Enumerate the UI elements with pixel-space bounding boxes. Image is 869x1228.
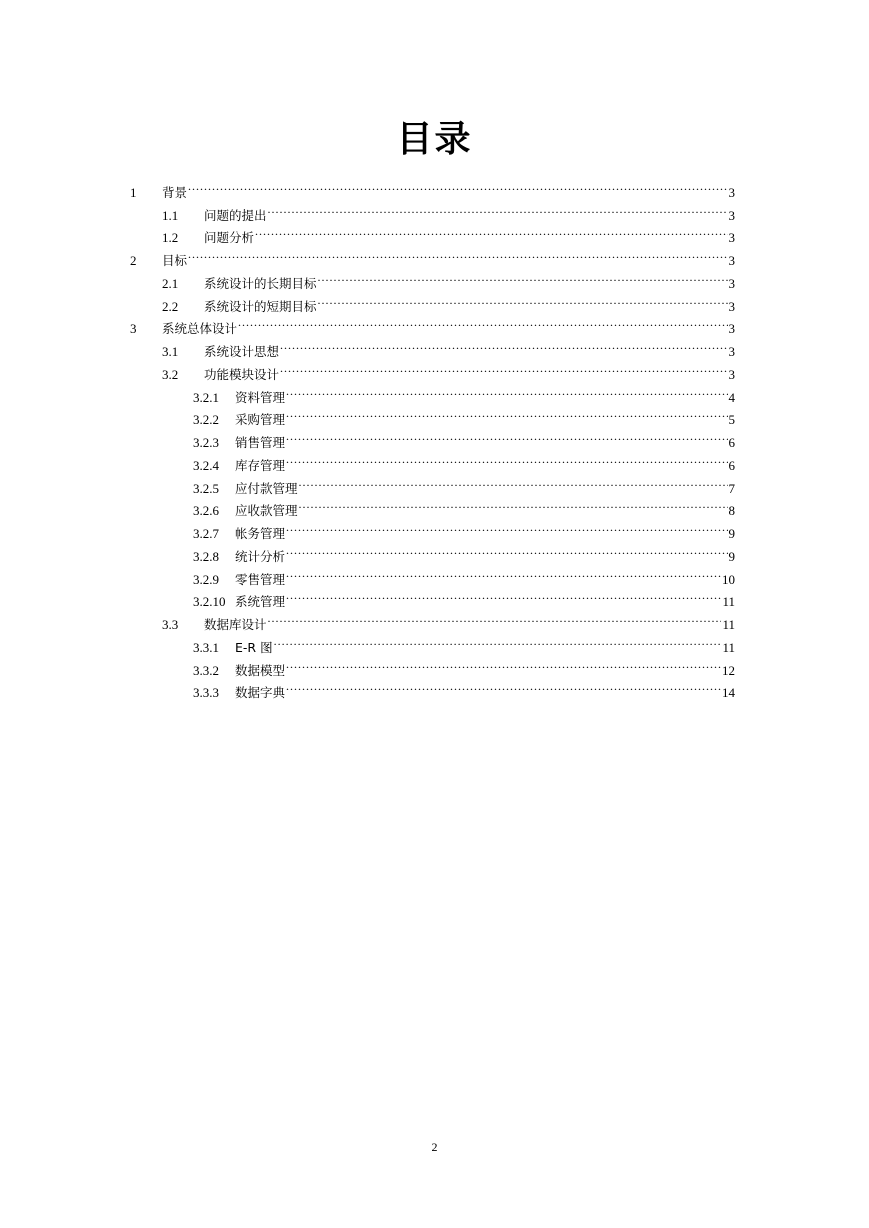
toc-entry-number: 1.2	[162, 230, 179, 246]
toc-entry-number: 3.3	[162, 617, 179, 632]
toc-entry[interactable]	[0, 652, 869, 678]
toc-entry-page: 8	[728, 503, 735, 519]
toc-dot-leader	[286, 675, 721, 698]
toc-dot-leader	[299, 470, 728, 493]
toc-entry-page: 3	[728, 321, 735, 337]
toc-entry[interactable]	[0, 561, 869, 587]
toc-entry-number: 3.3.1	[193, 639, 219, 655]
toc-entry[interactable]	[0, 447, 869, 473]
toc-entry-number: 2	[130, 253, 137, 268]
toc-entry-number: 3.2.3	[193, 435, 219, 450]
toc-dot-leader	[274, 629, 722, 652]
toc-entry[interactable]	[0, 538, 869, 564]
toc-dot-leader	[286, 561, 721, 584]
toc-entry[interactable]	[0, 265, 869, 291]
toc-entry-title: E-R 图	[235, 639, 273, 655]
toc-dot-leader	[255, 220, 727, 243]
toc-entry[interactable]	[0, 402, 869, 428]
toc-entry-page: 14	[722, 685, 735, 701]
toc-entry-title: 背景	[162, 184, 188, 200]
toc-entry-title: 系统设计思想	[204, 344, 280, 359]
toc-entry-title: 系统设计的短期目标	[204, 298, 317, 314]
toc-entry[interactable]	[0, 629, 869, 655]
toc-entry-title: 数据库设计	[204, 617, 267, 632]
toc-entry-title: 应付款管理	[235, 480, 298, 496]
toc-dot-leader	[286, 402, 727, 425]
toc-entry[interactable]	[0, 606, 869, 632]
toc-entry[interactable]	[0, 515, 869, 541]
table-of-contents	[0, 174, 869, 701]
toc-entry[interactable]	[0, 424, 869, 450]
toc-entry-page: 3	[728, 253, 735, 268]
toc-dot-leader	[318, 288, 728, 311]
toc-entry-number: 3.3.3	[193, 685, 219, 701]
toc-dot-leader	[268, 606, 722, 629]
toc-dot-leader	[238, 311, 727, 334]
toc-entry[interactable]	[0, 470, 869, 496]
toc-entry-title: 库存管理	[235, 457, 286, 473]
toc-entry-number: 3.2.5	[193, 480, 219, 496]
toc-entry-page: 6	[728, 457, 735, 473]
toc-entry-page: 11	[722, 617, 735, 632]
toc-entry-number: 3.2.4	[193, 457, 219, 473]
toc-entry-page: 3	[728, 298, 735, 314]
toc-entry-page: 4	[728, 389, 735, 405]
toc-entry[interactable]	[0, 356, 869, 382]
toc-entry-title: 功能模块设计	[204, 366, 280, 382]
toc-entry-number: 3.2.7	[193, 526, 219, 541]
toc-dot-leader	[188, 242, 727, 265]
toc-entry-page: 7	[728, 480, 735, 496]
toc-entry-title: 问题分析	[204, 230, 255, 246]
toc-entry-number: 3.2	[162, 366, 179, 382]
toc-entry-page: 5	[728, 412, 735, 428]
toc-title: 目录	[396, 119, 473, 160]
toc-entry-page: 3	[728, 366, 735, 382]
toc-entry-page: 3	[728, 230, 735, 246]
toc-entry-number: 3.2.2	[193, 412, 219, 428]
toc-entry-number: 1.1	[162, 207, 179, 223]
toc-entry[interactable]	[0, 288, 869, 314]
toc-entry-title: 系统管理	[235, 594, 286, 610]
toc-entry-page: 11	[722, 639, 735, 655]
toc-entry-number: 3.2.8	[193, 548, 219, 564]
toc-dot-leader	[286, 515, 727, 538]
toc-entry-title: 问题的提出	[204, 207, 267, 223]
toc-entry-page: 3	[728, 184, 735, 200]
toc-dot-leader	[286, 538, 727, 561]
toc-dot-leader	[286, 652, 721, 675]
toc-entry-number: 3.1	[162, 344, 179, 359]
toc-entry[interactable]	[0, 311, 869, 337]
toc-entry-title: 统计分析	[235, 548, 286, 564]
toc-entry[interactable]	[0, 379, 869, 405]
toc-dot-leader	[286, 424, 727, 447]
toc-entry-number: 1	[130, 184, 137, 200]
toc-entry-number: 3.2.9	[193, 571, 219, 587]
page-number: 2	[431, 1140, 438, 1154]
toc-entry-title: 系统总体设计	[162, 321, 238, 337]
toc-entry-number: 3.2.1	[193, 389, 219, 405]
toc-entry-page: 9	[728, 526, 735, 541]
toc-entry-title: 销售管理	[235, 435, 286, 450]
toc-entry-page: 10	[722, 571, 735, 587]
toc-entry[interactable]	[0, 197, 869, 223]
toc-dot-leader	[188, 174, 727, 197]
toc-entry-page: 9	[728, 548, 735, 564]
toc-entry-page: 12	[722, 662, 735, 678]
toc-entry-title: 数据字典	[235, 685, 286, 701]
toc-entry-number: 3.2.10	[193, 594, 226, 610]
toc-entry-title: 数据模型	[235, 662, 286, 678]
toc-entry[interactable]	[0, 333, 869, 359]
toc-entry-title: 零售管理	[235, 571, 286, 587]
toc-entry-title: 资料管理	[235, 389, 286, 405]
toc-entry-number: 3.2.6	[193, 503, 219, 519]
toc-dot-leader	[299, 493, 728, 516]
toc-entry-title: 目标	[162, 253, 188, 268]
toc-entry-number: 2.2	[162, 298, 179, 314]
toc-entry-page: 3	[728, 344, 735, 359]
toc-dot-leader	[318, 265, 728, 288]
toc-entry-page: 11	[722, 594, 735, 610]
toc-entry-title: 应收款管理	[235, 503, 298, 519]
toc-dot-leader	[280, 356, 727, 379]
toc-entry-number: 2.1	[162, 275, 179, 291]
toc-entry[interactable]	[0, 584, 869, 610]
toc-dot-leader	[268, 197, 728, 220]
toc-entry[interactable]	[0, 242, 869, 268]
toc-dot-leader	[280, 333, 727, 356]
toc-entry[interactable]	[0, 675, 869, 701]
toc-entry-title: 系统设计的长期目标	[204, 275, 317, 291]
toc-entry-page: 3	[728, 207, 735, 223]
toc-entry-title: 帐务管理	[235, 526, 286, 541]
toc-entry-number: 3.3.2	[193, 662, 219, 678]
toc-dot-leader	[286, 379, 727, 402]
toc-entry-number: 3	[130, 321, 137, 337]
toc-dot-leader	[286, 447, 727, 470]
toc-entry[interactable]	[0, 493, 869, 519]
toc-entry-page: 3	[728, 275, 735, 291]
toc-entry-page: 6	[728, 435, 735, 450]
toc-entry[interactable]	[0, 174, 869, 200]
toc-entry-title: 采购管理	[235, 412, 286, 428]
toc-dot-leader	[286, 584, 721, 607]
toc-entry[interactable]	[0, 220, 869, 246]
